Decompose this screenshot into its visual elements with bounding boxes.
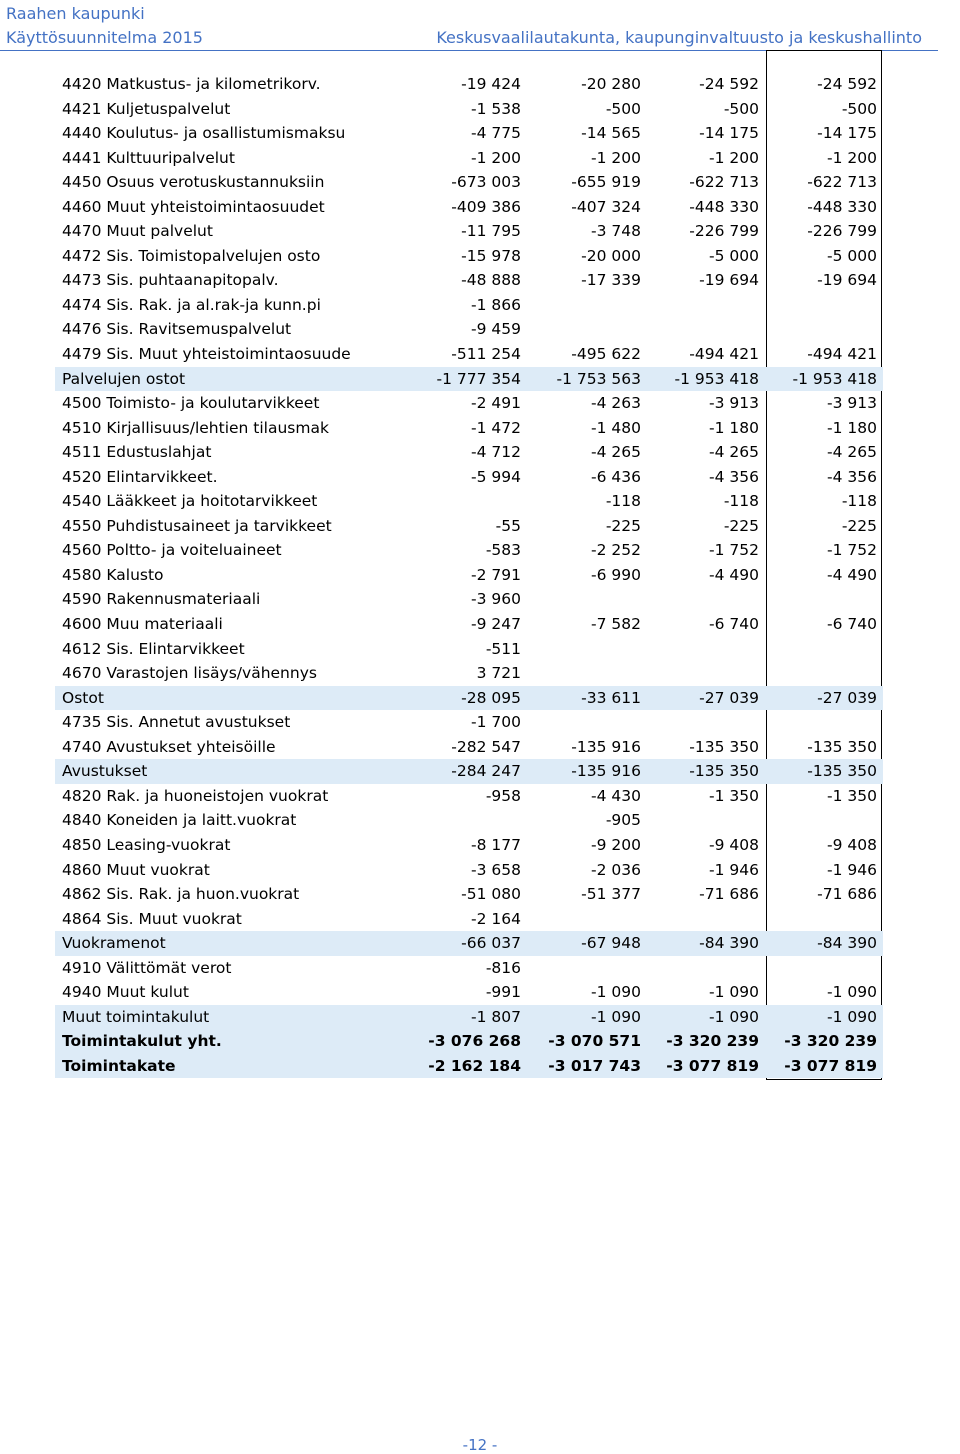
table-row: [55, 784, 883, 809]
row-value-col2: -3 748: [591, 222, 641, 241]
row-value-col1: -583: [485, 541, 521, 560]
row-value-col2: -67 948: [581, 934, 641, 953]
row-value-col4: -622 713: [807, 173, 877, 192]
document-title: Käyttösuunnitelma 2015: [6, 28, 203, 47]
row-label: 4450 Osuus verotuskustannuksiin: [62, 173, 325, 192]
row-value-col1: -1 200: [471, 148, 521, 167]
row-label: 4550 Puhdistusaineet ja tarvikkeet: [62, 516, 332, 535]
row-value-col4: -226 799: [807, 222, 877, 241]
table-row: [55, 710, 883, 735]
row-value-col1: -66 037: [461, 934, 521, 953]
row-value-col3: -4 356: [709, 467, 759, 486]
table-row: [55, 980, 883, 1005]
row-value-col4: -84 390: [817, 934, 877, 953]
row-label: Vuokramenot: [62, 934, 166, 953]
table-row: [55, 735, 883, 760]
page-header: [0, 0, 938, 51]
table-row: [55, 587, 883, 612]
row-value-col4: -24 592: [817, 75, 877, 93]
row-value-col1: -511: [485, 639, 521, 658]
row-label: 4441 Kulttuuripalvelut: [62, 148, 235, 167]
row-value-col4: -1 946: [827, 860, 877, 879]
row-value-col1: -48 888: [461, 271, 521, 290]
row-value-col1: -282 547: [451, 737, 521, 756]
row-value-col4: -4 265: [827, 443, 877, 462]
table-row: [55, 465, 883, 490]
row-value-col3: -27 039: [699, 688, 759, 707]
row-value-col3: -71 686: [699, 885, 759, 904]
row-value-col3: -19 694: [699, 271, 759, 290]
row-value-col1: -1 700: [471, 713, 521, 732]
table-row: [55, 661, 883, 686]
row-value-col3: -622 713: [689, 173, 759, 192]
table-row: [55, 195, 883, 220]
row-value-col1: -409 386: [451, 197, 521, 216]
table-subtotal-row: [55, 931, 883, 956]
page-number: -12 -: [462, 1436, 498, 1454]
row-value-col2: -135 916: [571, 737, 641, 756]
row-value-col1: -9 247: [471, 615, 521, 634]
row-label: Palvelujen ostot: [62, 369, 186, 388]
table-row: [55, 97, 883, 122]
row-value-col2: -225: [605, 516, 641, 535]
row-value-col2: -33 611: [581, 688, 641, 707]
row-value-col4: -225: [841, 516, 877, 535]
row-value-col2: -1 753 563: [556, 369, 641, 388]
row-value-col1: -991: [485, 983, 521, 1002]
row-value-col2: -14 565: [581, 124, 641, 143]
row-value-col1: 3 721: [476, 664, 521, 683]
row-label: 4421 Kuljetuspalvelut: [62, 99, 231, 118]
table-row: [55, 538, 883, 563]
row-value-col4: -494 421: [807, 345, 877, 364]
table-row: [55, 121, 883, 146]
table-row: [55, 440, 883, 465]
row-label: 4510 Kirjallisuus/lehtien tilausmak: [62, 418, 329, 437]
row-value-col1: -9 459: [471, 320, 521, 339]
table-row: [55, 416, 883, 441]
row-value-col3: -500: [723, 99, 759, 118]
row-value-col3: -1 946: [709, 860, 759, 879]
row-value-col2: -20 280: [581, 75, 641, 93]
row-label: 4612 Sis. Elintarvikkeet: [62, 639, 245, 658]
row-value-col2: -17 339: [581, 271, 641, 290]
table-row: [55, 514, 883, 539]
row-value-col1: -1 866: [471, 295, 521, 314]
row-value-col3: -135 350: [689, 762, 759, 781]
row-value-col2: -407 324: [571, 197, 641, 216]
row-label: 4850 Leasing-vuokrat: [62, 835, 231, 854]
row-label: 4864 Sis. Muut vuokrat: [62, 909, 242, 928]
row-value-col2: -7 582: [591, 615, 641, 634]
row-value-col3: -3 320 239: [666, 1032, 759, 1051]
row-value-col4: -6 740: [827, 615, 877, 634]
row-value-col4: -5 000: [827, 246, 877, 265]
table-row: [55, 858, 883, 883]
row-label: 4590 Rakennusmateriaali: [62, 590, 261, 609]
row-label: 4420 Matkustus- ja kilometrikorv.: [62, 75, 321, 93]
row-label: 4600 Muu materiaali: [62, 615, 223, 634]
row-value-col1: -3 658: [471, 860, 521, 879]
table-row: [55, 833, 883, 858]
row-value-col1: -5 994: [471, 467, 521, 486]
row-value-col3: -6 740: [709, 615, 759, 634]
row-value-col3: -226 799: [689, 222, 759, 241]
row-value-col4: -1 350: [827, 786, 877, 805]
row-value-col4: -1 200: [827, 148, 877, 167]
row-value-col1: -1 472: [471, 418, 521, 437]
row-value-col1: -1 807: [471, 1007, 521, 1026]
row-value-col2: -1 090: [591, 1007, 641, 1026]
table-subtotal-row: [55, 686, 883, 711]
row-value-col4: -1 090: [827, 1007, 877, 1026]
row-value-col4: -448 330: [807, 197, 877, 216]
row-label: 4940 Muut kulut: [62, 983, 189, 1002]
table-row: [55, 146, 883, 171]
row-value-col1: -3 960: [471, 590, 521, 609]
row-label: Ostot: [62, 688, 104, 707]
row-label: 4479 Sis. Muut yhteistoimintaosuude: [62, 345, 351, 364]
row-value-col3: -4 265: [709, 443, 759, 462]
row-value-col2: -500: [605, 99, 641, 118]
row-label: 4500 Toimisto- ja koulutarvikkeet: [62, 394, 320, 413]
table-row: [55, 219, 883, 244]
row-label: 4580 Kalusto: [62, 565, 164, 584]
row-value-col4: -135 350: [807, 737, 877, 756]
table-row: [55, 342, 883, 367]
row-value-col1: -4 775: [471, 124, 521, 143]
row-value-col3: -1 953 418: [674, 369, 759, 388]
row-value-col2: -905: [605, 811, 641, 830]
row-value-col1: -1 777 354: [436, 369, 521, 388]
row-value-col4: -71 686: [817, 885, 877, 904]
table-row: [55, 882, 883, 907]
row-value-col2: -3 017 743: [548, 1056, 641, 1075]
row-value-col2: -135 916: [571, 762, 641, 781]
table-row: [55, 637, 883, 662]
row-value-col1: -284 247: [451, 762, 521, 781]
table-row: [55, 563, 883, 588]
row-value-col4: -3 077 819: [784, 1056, 877, 1075]
row-value-col3: -225: [723, 516, 759, 535]
row-value-col2: -2 252: [591, 541, 641, 560]
row-label: 4560 Poltto- ja voiteluaineet: [62, 541, 282, 560]
row-value-col2: -4 430: [591, 786, 641, 805]
row-value-col1: -2 791: [471, 565, 521, 584]
table-row: [55, 244, 883, 269]
row-value-col4: -1 953 418: [792, 369, 877, 388]
row-value-col1: -2 162 184: [428, 1056, 521, 1075]
row-label: 4470 Muut palvelut: [62, 222, 213, 241]
row-label: 4840 Koneiden ja laitt.vuokrat: [62, 811, 297, 830]
row-value-col4: -27 039: [817, 688, 877, 707]
row-value-col1: -816: [485, 958, 521, 977]
row-label: 4740 Avustukset yhteisöille: [62, 737, 276, 756]
row-value-col3: -1 090: [709, 1007, 759, 1026]
row-value-col2: -495 622: [571, 345, 641, 364]
row-label: 4910 Välittömät verot: [62, 958, 232, 977]
row-value-col4: -3 320 239: [784, 1032, 877, 1051]
row-label: 4862 Sis. Rak. ja huon.vuokrat: [62, 885, 300, 904]
row-label: Muut toimintakulut: [62, 1007, 210, 1026]
row-label: 4820 Rak. ja huoneistojen vuokrat: [62, 786, 329, 805]
row-value-col3: -3 913: [709, 394, 759, 413]
row-value-col3: -135 350: [689, 737, 759, 756]
row-value-col2: -655 919: [571, 173, 641, 192]
row-value-col3: -84 390: [699, 934, 759, 953]
row-value-col4: -4 490: [827, 565, 877, 584]
row-value-col3: -3 077 819: [666, 1056, 759, 1075]
row-value-col1: -511 254: [451, 345, 521, 364]
table-row: [55, 956, 883, 981]
row-value-col4: -19 694: [817, 271, 877, 290]
row-value-col2: -4 265: [591, 443, 641, 462]
row-value-col1: -673 003: [451, 173, 521, 192]
row-value-col3: -1 350: [709, 786, 759, 805]
row-value-col1: -28 095: [461, 688, 521, 707]
row-value-col2: -118: [605, 492, 641, 511]
row-value-col4: -4 356: [827, 467, 877, 486]
row-label: 4670 Varastojen lisäys/vähennys: [62, 664, 317, 683]
row-value-col4: -1 180: [827, 418, 877, 437]
row-value-col3: -1 200: [709, 148, 759, 167]
row-value-col2: -9 200: [591, 835, 641, 854]
row-label: 4735 Sis. Annetut avustukset: [62, 713, 291, 732]
row-value-col3: -494 421: [689, 345, 759, 364]
row-value-col1: -55: [495, 516, 521, 535]
row-value-col1: -3 076 268: [428, 1032, 521, 1051]
row-value-col4: -9 408: [827, 835, 877, 854]
table-row: [55, 489, 883, 514]
table-row: [55, 170, 883, 195]
unit-name: Keskusvaalilautakunta, kaupunginvaltuusto ja keskushallinto: [436, 28, 922, 47]
row-value-col2: -1 200: [591, 148, 641, 167]
table-row: [55, 808, 883, 833]
row-value-col2: -1 480: [591, 418, 641, 437]
row-value-col4: -1 090: [827, 983, 877, 1002]
row-label: 4476 Sis. Ravitsemuspalvelut: [62, 320, 292, 339]
row-value-col4: -135 350: [807, 762, 877, 781]
row-value-col1: -1 538: [471, 99, 521, 118]
row-value-col1: -2 164: [471, 909, 521, 928]
table-subtotal-row: [55, 1005, 883, 1030]
row-value-col2: -51 377: [581, 885, 641, 904]
row-label: Avustukset: [62, 762, 148, 781]
row-value-col2: -1 090: [591, 983, 641, 1002]
table-subtotal-row: [55, 1054, 883, 1079]
row-value-col3: -448 330: [689, 197, 759, 216]
table-subtotal-row: [55, 759, 883, 784]
row-label: Toimintakate: [62, 1056, 176, 1075]
table-row: [55, 72, 883, 97]
row-value-col2: -4 263: [591, 394, 641, 413]
row-value-col2: -6 990: [591, 565, 641, 584]
row-value-col3: -4 490: [709, 565, 759, 584]
row-value-col1: -11 795: [461, 222, 521, 241]
row-value-col1: -4 712: [471, 443, 521, 462]
row-label: 4473 Sis. puhtaanapitopalv.: [62, 271, 279, 290]
row-value-col2: -6 436: [591, 467, 641, 486]
row-value-col1: -51 080: [461, 885, 521, 904]
table-row: [55, 907, 883, 932]
row-value-col4: -118: [841, 492, 877, 511]
row-value-col3: -1 752: [709, 541, 759, 560]
row-value-col1: -2 491: [471, 394, 521, 413]
table-row: [55, 612, 883, 637]
row-label: Toimintakulut yht.: [62, 1032, 222, 1051]
row-value-col2: -3 070 571: [548, 1032, 641, 1051]
row-value-col3: -1 090: [709, 983, 759, 1002]
row-value-col4: -14 175: [817, 124, 877, 143]
row-value-col4: -1 752: [827, 541, 877, 560]
row-value-col3: -9 408: [709, 835, 759, 854]
row-label: 4520 Elintarvikkeet.: [62, 467, 218, 486]
row-value-col2: -2 036: [591, 860, 641, 879]
row-value-col3: -14 175: [699, 124, 759, 143]
row-value-col3: -118: [723, 492, 759, 511]
row-value-col1: -15 978: [461, 246, 521, 265]
row-value-col2: -20 000: [581, 246, 641, 265]
row-label: 4860 Muut vuokrat: [62, 860, 210, 879]
row-label: 4474 Sis. Rak. ja al.rak-ja kunn.pi: [62, 295, 321, 314]
org-name: Raahen kaupunki: [6, 4, 145, 23]
row-value-col1: -958: [485, 786, 521, 805]
table-row: [55, 317, 883, 342]
table-row: [55, 293, 883, 318]
row-label: 4460 Muut yhteistoimintaosuudet: [62, 197, 325, 216]
row-value-col4: -3 913: [827, 394, 877, 413]
budget-table: [55, 72, 883, 1078]
table-subtotal-row: [55, 1029, 883, 1054]
row-label: 4511 Edustuslahjat: [62, 443, 212, 462]
table-row: [55, 268, 883, 293]
row-value-col3: -24 592: [699, 75, 759, 93]
row-value-col3: -5 000: [709, 246, 759, 265]
table-row: [55, 391, 883, 416]
row-label: 4540 Lääkkeet ja hoitotarvikkeet: [62, 492, 318, 511]
row-label: 4472 Sis. Toimistopalvelujen osto: [62, 246, 321, 265]
table-subtotal-row: [55, 367, 883, 392]
row-value-col1: -19 424: [461, 75, 521, 93]
row-value-col4: -500: [841, 99, 877, 118]
row-label: 4440 Koulutus- ja osallistumismaksu: [62, 124, 346, 143]
row-value-col1: -8 177: [471, 835, 521, 854]
row-value-col3: -1 180: [709, 418, 759, 437]
